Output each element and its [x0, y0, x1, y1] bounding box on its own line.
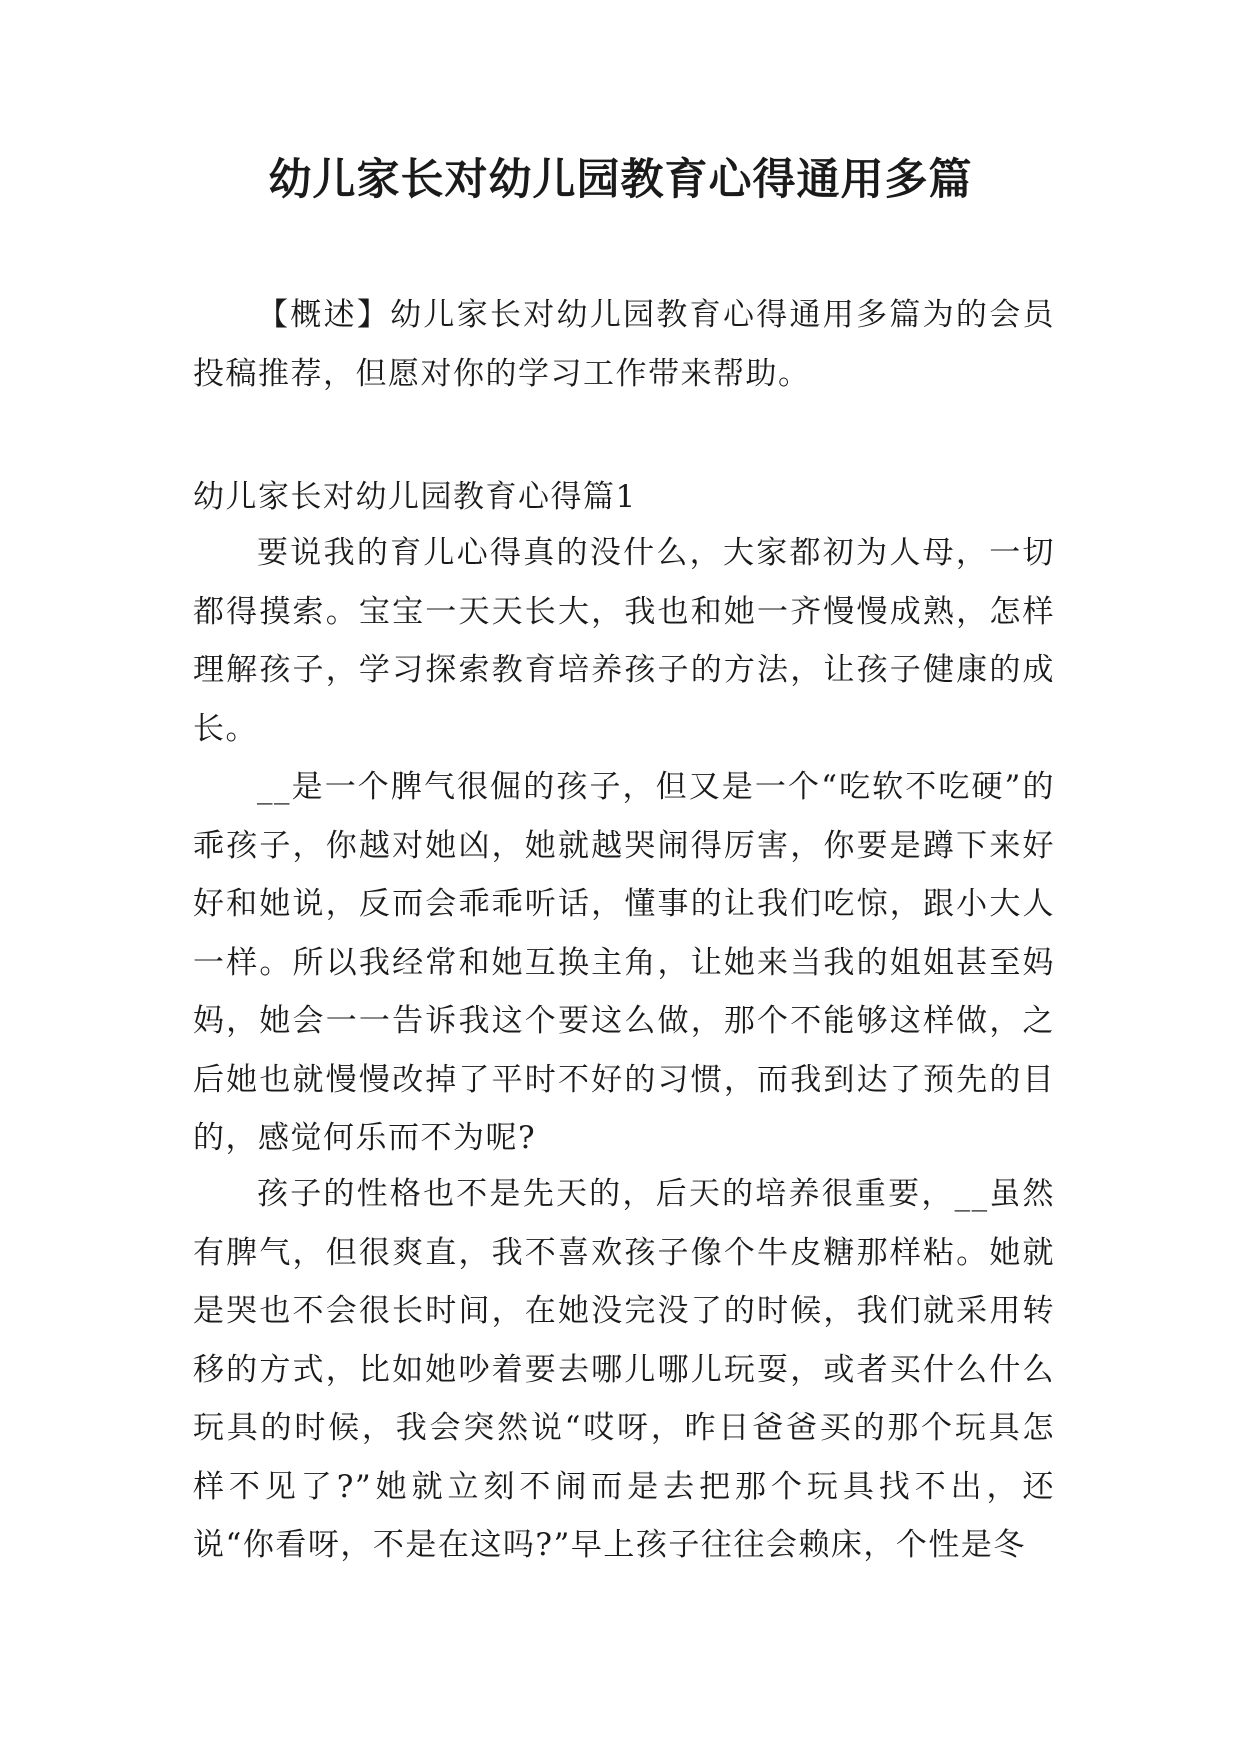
document-title: 幼儿家长对幼儿园教育心得通用多篇	[268, 155, 973, 205]
body-paragraph: __是一个脾气很倔的孩子，但又是一个“吃软不吃硬”的乖孩子，你越对她凶，她就越哭闹得厉害，你要是蹲下来好好和她说，反而会乖乖听话，懂事的让我们吃惊，跟小大人一样。所以我经常和她互换主角，让她来当我的姐姐甚至妈妈，她会一一告诉我这个要这么做，那个不能够这样做，之后她也就慢慢改掉了平时不好的习惯，而我到达了预先的目的，感觉何乐而不为呢?	[193, 769, 1055, 1156]
section-heading: 幼儿家长对幼儿园教育心得篇1	[193, 479, 637, 515]
body-paragraph: 孩子的性格也不是先天的，后天的培养很重要，__虽然有脾气，但很爽直，我不喜欢孩子像个牛皮糖那样粘。她就是哭也不会很长时间，在她没完没了的时候，我们就采用转移的方式，比如她吵着要去哪儿哪儿玩耍，或者买什么什么玩具的时候，我会突然说“哎呀，昨日爸爸买的那个玩具怎样不见了?”她就立刻不闹而是去把那个玩具找不出，还说“你看呀，不是在这吗?”早上孩子往往会赖床，个性是冬	[193, 1176, 1055, 1563]
body-paragraph: 要说我的育儿心得真的没什么，大家都初为人母，一切都得摸索。宝宝一天天长大，我也和她一齐慢慢成熟，怎样理解孩子，学习探索教育培养孩子的方法，让孩子健康的成长。	[193, 535, 1055, 747]
summary-paragraph: 【概述】幼儿家长对幼儿园教育心得通用多篇为的会员投稿推荐，但愿对你的学习工作带来帮助。	[193, 297, 1055, 392]
